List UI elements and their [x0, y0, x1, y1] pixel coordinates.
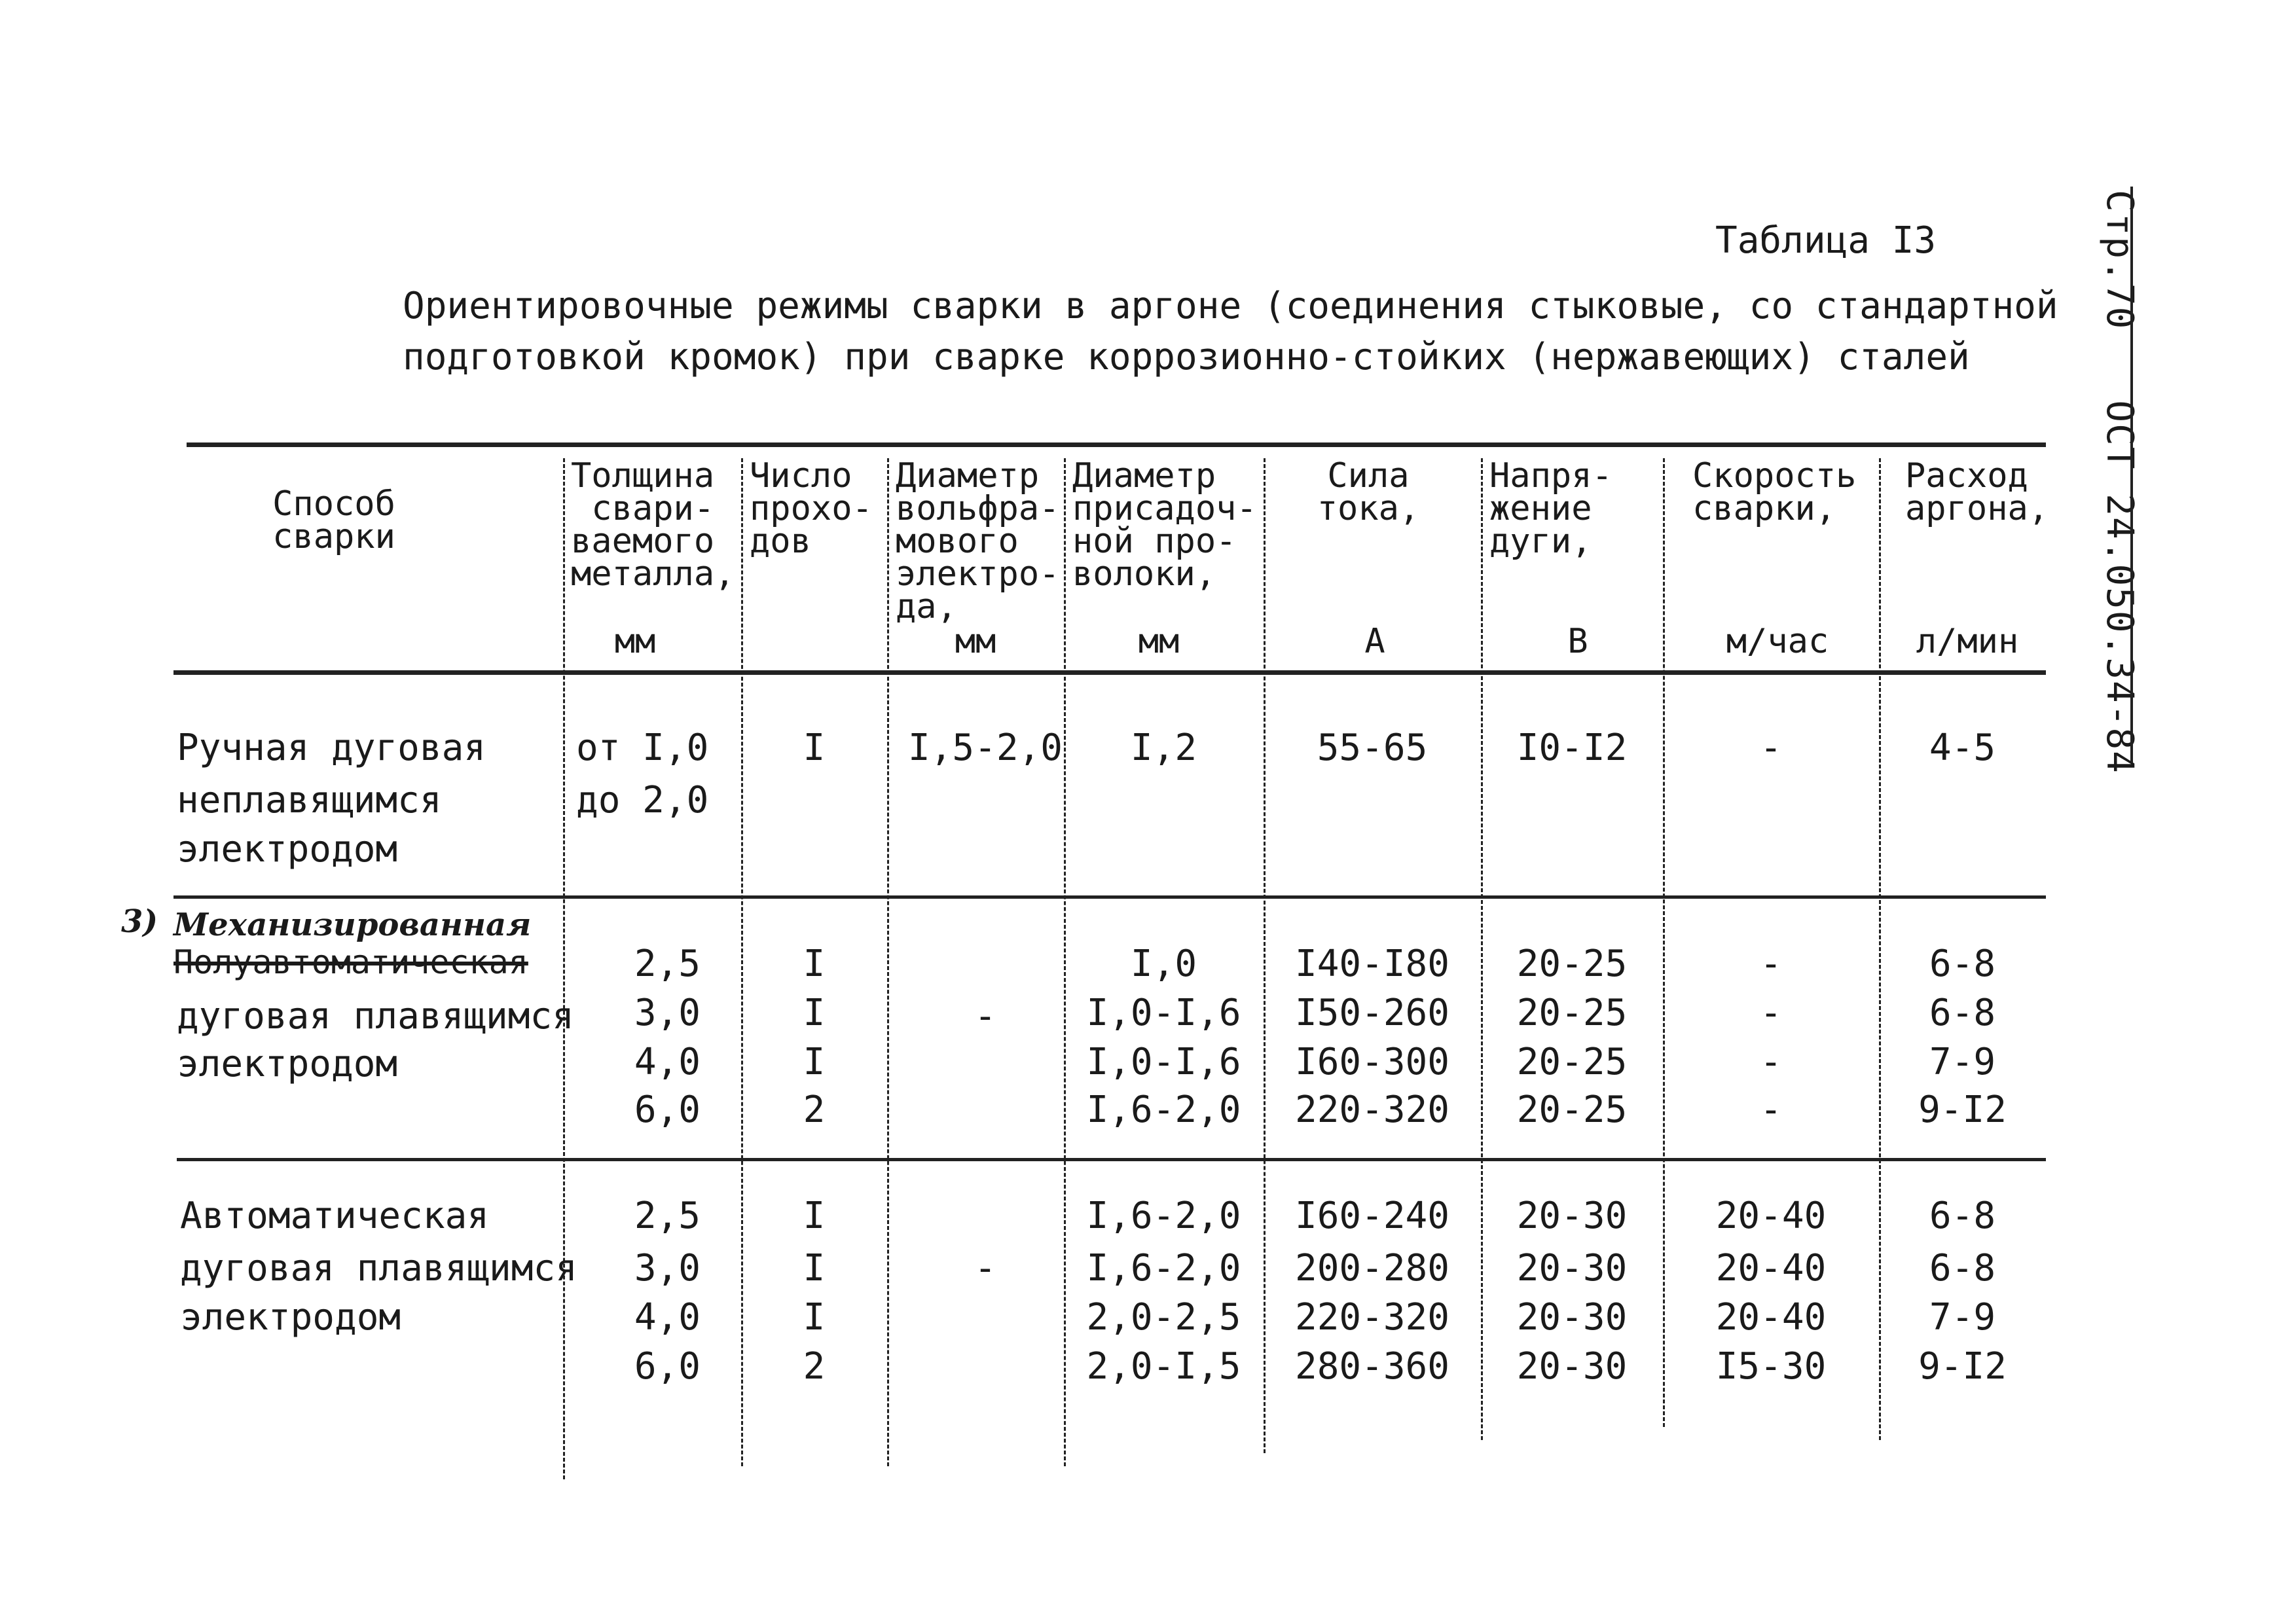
group3-row3-argon: 7-9 [1929, 1296, 1996, 1339]
group1-method-line3: электродом [177, 828, 398, 871]
group3-tungsten: - [974, 1247, 996, 1290]
group2-row4-wire: I,6-2,0 [1086, 1089, 1241, 1131]
group2-row2-wire: I,0-I,6 [1086, 992, 1241, 1034]
group2-row3-wire: I,0-I,6 [1086, 1041, 1241, 1083]
header-tungsten: Диаметр вольфра- мового электро- да, [896, 456, 1060, 626]
group3-row4-thickness: 6,0 [634, 1345, 701, 1388]
group2-row4-passes: 2 [803, 1089, 826, 1131]
group3-row4-wire: 2,0-I,5 [1086, 1345, 1241, 1388]
group3-row4-current: 280-360 [1294, 1345, 1449, 1388]
group3-row2-passes: I [803, 1247, 826, 1290]
group2-row1-argon: 6-8 [1929, 943, 1996, 985]
group1-thickness-line1: от I,0 [576, 727, 709, 769]
header-argon-unit: л/мин [1916, 622, 2019, 661]
side-code-rule [2130, 187, 2133, 763]
group3-row1-speed: 20-40 [1715, 1195, 1827, 1237]
caption-line-2: подготовкой кромок) при сварке коррозионно-стойких (нержавеющих) сталей [403, 336, 1970, 378]
group3-row2-thickness: 3,0 [634, 1247, 701, 1290]
group3-row1-argon: 6-8 [1929, 1195, 1996, 1237]
header-voltage-unit: В [1567, 622, 1588, 661]
group2-row3-speed: - [1760, 1041, 1782, 1083]
header-thickness: Толщина свари- ваемого металла, [571, 456, 735, 594]
header-argon: Расход аргона, [1905, 456, 2049, 528]
group1-speed: - [1760, 727, 1782, 769]
header-wire: Диаметр присадоч- ной про- волоки, [1072, 456, 1257, 594]
group3-method-line2: дуговая плавящимся [180, 1247, 577, 1290]
group3-row3-passes: I [803, 1296, 826, 1339]
group3-row4-speed: I5-30 [1715, 1345, 1827, 1388]
group2-row3-voltage: 20-25 [1516, 1041, 1628, 1083]
group3-row3-thickness: 4,0 [634, 1296, 701, 1339]
group2-row1-speed: - [1760, 943, 1782, 985]
header-bottom-rule [173, 670, 2046, 675]
group2-row2-current: I50-260 [1294, 992, 1449, 1034]
group2-struck-method: Полуавтоматическая [173, 943, 528, 981]
group1-passes: I [803, 727, 826, 769]
col-sep-1 [563, 458, 565, 1479]
group3-row3-voltage: 20-30 [1516, 1296, 1628, 1339]
group2-row2-voltage: 20-25 [1516, 992, 1628, 1034]
group3-row2-voltage: 20-30 [1516, 1247, 1628, 1290]
group2-annotation-mark: 3) [121, 903, 158, 940]
group2-row2-passes: I [803, 992, 826, 1034]
group1-method-line2: неплавящимся [177, 779, 442, 821]
header-passes: Число прохо- дов [750, 456, 873, 561]
group3-method-line1: Автоматическая [180, 1195, 490, 1237]
group1-bottom-rule [173, 895, 2046, 899]
group3-row3-speed: 20-40 [1715, 1296, 1827, 1339]
group2-row1-current: I40-I80 [1294, 943, 1449, 985]
header-voltage: Напря- жение дуги, [1489, 456, 1613, 561]
group3-row2-argon: 6-8 [1929, 1247, 1996, 1290]
group3-row2-speed: 20-40 [1715, 1247, 1827, 1290]
group2-row1-wire: I,0 [1130, 943, 1197, 985]
header-method: Способ сварки [272, 484, 395, 556]
header-thickness-unit: мм [614, 622, 656, 661]
group3-row1-thickness: 2,5 [634, 1195, 701, 1237]
group2-row4-speed: - [1760, 1089, 1782, 1131]
group2-row2-argon: 6-8 [1929, 992, 1996, 1034]
header-speed-unit: м/час [1726, 622, 1829, 661]
group2-row1-voltage: 20-25 [1516, 943, 1628, 985]
group1-thickness-line2: до 2,0 [576, 779, 709, 821]
group2-row3-thickness: 4,0 [634, 1041, 701, 1083]
table-top-rule [187, 442, 2046, 447]
group3-row1-wire: I,6-2,0 [1086, 1195, 1241, 1237]
group3-row4-passes: 2 [803, 1345, 826, 1388]
group2-row3-passes: I [803, 1041, 826, 1083]
group2-row1-thickness: 2,5 [634, 943, 701, 985]
header-tungsten-unit: мм [955, 622, 996, 661]
group3-row4-voltage: 20-30 [1516, 1345, 1628, 1388]
group3-row1-current: I60-240 [1294, 1195, 1449, 1237]
group1-voltage: I0-I2 [1516, 727, 1628, 769]
group2-row2-thickness: 3,0 [634, 992, 701, 1034]
group2-row3-current: I60-300 [1294, 1041, 1449, 1083]
group2-bottom-rule [177, 1158, 2046, 1161]
table-number: Таблица I3 [1715, 219, 1937, 262]
group3-method-line3: электродом [180, 1296, 401, 1339]
group3-row2-wire: I,6-2,0 [1086, 1247, 1241, 1290]
group1-wire: I,2 [1130, 727, 1197, 769]
header-wire-unit: мм [1138, 622, 1180, 661]
group3-row3-wire: 2,0-2,5 [1086, 1296, 1241, 1339]
side-code: Стр.70 ОСТ 24.050.34-84 [2098, 190, 2141, 774]
group1-argon: 4-5 [1929, 727, 1996, 769]
group2-method-line3: электродом [177, 1043, 398, 1085]
side-code-block [2095, 190, 2147, 774]
group1-current: 55-65 [1317, 727, 1428, 769]
group2-row4-voltage: 20-25 [1516, 1089, 1628, 1131]
caption-line-1: Ориентировочные режимы сварки в аргоне (соединения стыковые, со стандартной [403, 285, 2058, 327]
header-current-unit: А [1364, 622, 1385, 661]
group3-row4-argon: 9-I2 [1918, 1345, 2007, 1388]
group2-tungsten: - [974, 995, 996, 1038]
header-speed: Скорость сварки, [1692, 456, 1857, 528]
group2-row4-thickness: 6,0 [634, 1089, 701, 1131]
group3-row1-voltage: 20-30 [1516, 1195, 1628, 1237]
group1-tungsten: I,5-2,0 [907, 727, 1063, 769]
header-current: Сила тока, [1317, 456, 1420, 528]
group2-row1-passes: I [803, 943, 826, 985]
group3-row1-passes: I [803, 1195, 826, 1237]
group3-row2-current: 200-280 [1294, 1247, 1449, 1290]
group2-row3-argon: 7-9 [1929, 1041, 1996, 1083]
group2-method-line2: дуговая плавящимся [177, 995, 574, 1038]
group2-row4-argon: 9-I2 [1918, 1089, 2007, 1131]
group3-row3-current: 220-320 [1294, 1296, 1449, 1339]
group1-method-line1: Ручная дуговая [177, 727, 486, 769]
col-sep-3 [887, 458, 889, 1466]
group2-handwritten-method: Механизированная [173, 907, 532, 943]
group2-row4-current: 220-320 [1294, 1089, 1449, 1131]
group2-row2-speed: - [1760, 992, 1782, 1034]
